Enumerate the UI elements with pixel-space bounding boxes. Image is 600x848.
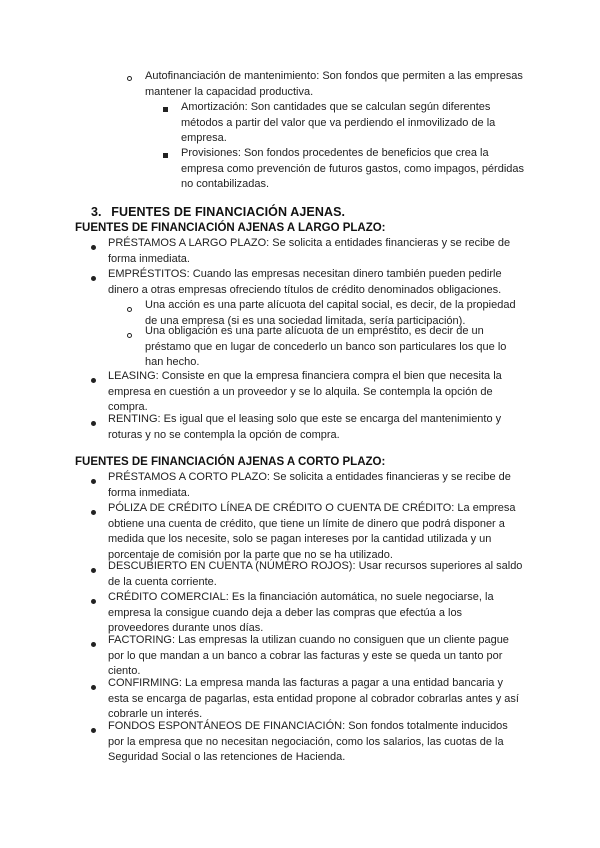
text-line: compra. bbox=[108, 401, 148, 413]
list-item-renting bbox=[108, 412, 533, 443]
bullet-icon bbox=[91, 416, 96, 432]
hollow-bullet-icon bbox=[127, 71, 132, 87]
text-line: empresa la consigue cuando deja a deber las compras que efectúa a los bbox=[108, 606, 463, 619]
text-line: empresa. bbox=[181, 132, 227, 144]
list-item-credito-comercial bbox=[108, 590, 533, 637]
text-line: han hecho. bbox=[145, 356, 200, 368]
text-line: de la cuenta corriente. bbox=[108, 575, 217, 588]
bullet-icon bbox=[91, 474, 96, 490]
text-line: Una obligación es una parte alícuota de un empréstito, es decir de un bbox=[145, 325, 484, 337]
list-item-prestamos-largo bbox=[108, 236, 528, 267]
text-line: obtiene una cuenta de crédito, que tiene un límite de dinero que podrá disponer a bbox=[108, 517, 505, 530]
text-line: PRÉSTAMOS A CORTO PLAZO: Se solicita a entidades financieras y se recibe de bbox=[108, 471, 511, 483]
short-term-heading: FUENTES DE FINANCIACIÓN AJENAS A CORTO PLAZO: bbox=[75, 456, 386, 468]
text-line: Una acción es una parte alícuota del capital social, es decir, de la propiedad bbox=[145, 299, 516, 311]
text-line: no contabilizadas. bbox=[181, 178, 270, 190]
list-item-factoring bbox=[108, 633, 538, 680]
text-line: de una empresa (si es una sociedad limitada, sería participación). bbox=[145, 314, 466, 327]
section-heading bbox=[91, 205, 345, 219]
section-number: 3. bbox=[91, 205, 102, 219]
section-title: FUENTES DE FINANCIACIÓN AJENAS. bbox=[111, 205, 346, 219]
text-line: RENTING: Es igual que el leasing solo que este se encarga del mantenimiento y bbox=[108, 413, 502, 425]
list-item-poliza-credito bbox=[108, 501, 538, 563]
text-line: forma inmediata. bbox=[108, 252, 190, 265]
list-item-confirming bbox=[108, 676, 538, 723]
text-line: FONDOS ESPONTÁNEOS DE FINANCIACIÓN: Son fondos totalmente inducidos bbox=[108, 720, 508, 732]
text-line: CONFIRMING: La empresa manda las facturas a pagar a una entidad bancaria y bbox=[108, 677, 503, 689]
list-item-autofinanciacion bbox=[145, 69, 565, 100]
text-line: cobrarle un interés. bbox=[108, 708, 203, 720]
text-line: proveedores durante unos días. bbox=[108, 622, 264, 634]
long-term-heading: FUENTES DE FINANCIACIÓN AJENAS A LARGO PLAZO: bbox=[75, 222, 386, 234]
list-item-amortizacion bbox=[181, 100, 526, 147]
bullet-icon bbox=[91, 563, 96, 579]
text-line: Amortización: Son cantidades que se calculan según diferentes bbox=[181, 101, 491, 113]
text-line: Provisiones: Son fondos procedentes de beneficios que crea la bbox=[181, 147, 489, 159]
list-item-leasing bbox=[108, 369, 533, 416]
text-line: porcentaje de comisión por la parte que no se ha utilizado. bbox=[108, 548, 393, 561]
list-item-emprestitos bbox=[108, 267, 533, 298]
bullet-icon bbox=[91, 505, 96, 521]
bullet-icon bbox=[91, 373, 96, 389]
text-line: PRÉSTAMOS A LARGO PLAZO: Se solicita a entidades financieras y se recibe de bbox=[108, 237, 511, 249]
list-item-descubierto bbox=[108, 559, 538, 590]
list-item-prestamos-corto bbox=[108, 470, 533, 501]
bullet-icon bbox=[91, 680, 96, 696]
text-line: métodos a partir del valor que va perdiendo el inmovilizado de la bbox=[181, 116, 496, 129]
text-line: CRÉDITO COMERCIAL: Es la financiación automática, no suele negociarse, la bbox=[108, 591, 494, 603]
bullet-icon bbox=[91, 594, 96, 610]
bullet-icon bbox=[91, 637, 96, 653]
bullet-icon bbox=[91, 240, 96, 256]
square-bullet-icon bbox=[163, 102, 168, 118]
text-line: FACTORING: Las empresas la utilizan cuando no consiguen que un cliente pague bbox=[108, 634, 509, 646]
list-item-provisiones bbox=[181, 146, 541, 193]
bullet-icon bbox=[91, 271, 96, 287]
text-line: LEASING: Consiste en que la empresa financiera compra el bien que necesita la bbox=[108, 370, 502, 382]
text-line: por la empresa que no necesitan negociación, como los salarios, las cuotas de la bbox=[108, 735, 504, 748]
text-line: ciento. bbox=[108, 665, 141, 677]
text-line: medida que los necesite, solo se pagan intereses por la cantidad utilizada y un bbox=[108, 533, 492, 545]
text-line: mantener la capacidad productiva. bbox=[145, 85, 314, 98]
text-line: roturas y no se contempla la opción de compra. bbox=[108, 428, 340, 441]
bullet-icon bbox=[91, 723, 96, 739]
text-line: por lo que mandan a un banco a cobrar las facturas y este se queda un tanto por bbox=[108, 649, 503, 662]
hollow-bullet-icon bbox=[127, 302, 132, 318]
text-line: forma inmediata. bbox=[108, 486, 190, 499]
text-line: PÓLIZA DE CRÉDITO LÍNEA DE CRÉDITO O CUENTA DE CRÉDITO: La empresa bbox=[108, 502, 516, 514]
hollow-bullet-icon bbox=[127, 328, 132, 344]
text-line: empresa en cuestión a un proveedor y se lo alquila. Se contempla la opción de bbox=[108, 385, 493, 398]
text-line: Autofinanciación de mantenimiento: Son fondos que permiten a las empresas bbox=[145, 70, 523, 82]
text-line: dinero a otras empresas ofreciendo títulos de crédito denominados obligaciones. bbox=[108, 283, 502, 296]
text-line: EMPRÉSTITOS: Cuando las empresas necesitan dinero también pueden pedirle bbox=[108, 268, 502, 280]
text-line: préstamo que en lugar de concederlo un banco son particulares los que lo bbox=[145, 340, 507, 353]
text-line: Seguridad Social o las retenciones de Hacienda. bbox=[108, 751, 346, 763]
list-item-obligacion bbox=[145, 324, 545, 371]
text-line: empresa como prevención de futuros gastos, como impagos, pérdidas bbox=[181, 162, 525, 175]
square-bullet-icon bbox=[163, 148, 168, 164]
text-line: DESCUBIERTO EN CUENTA (NÚMERO ROJOS): Usar recursos superiores al saldo bbox=[108, 560, 523, 572]
list-item-fondos-espontaneos bbox=[108, 719, 538, 766]
text-line: esta se encarga de pagarlas, esta entidad propone al cobrador cobrarlas antes y así bbox=[108, 692, 519, 705]
